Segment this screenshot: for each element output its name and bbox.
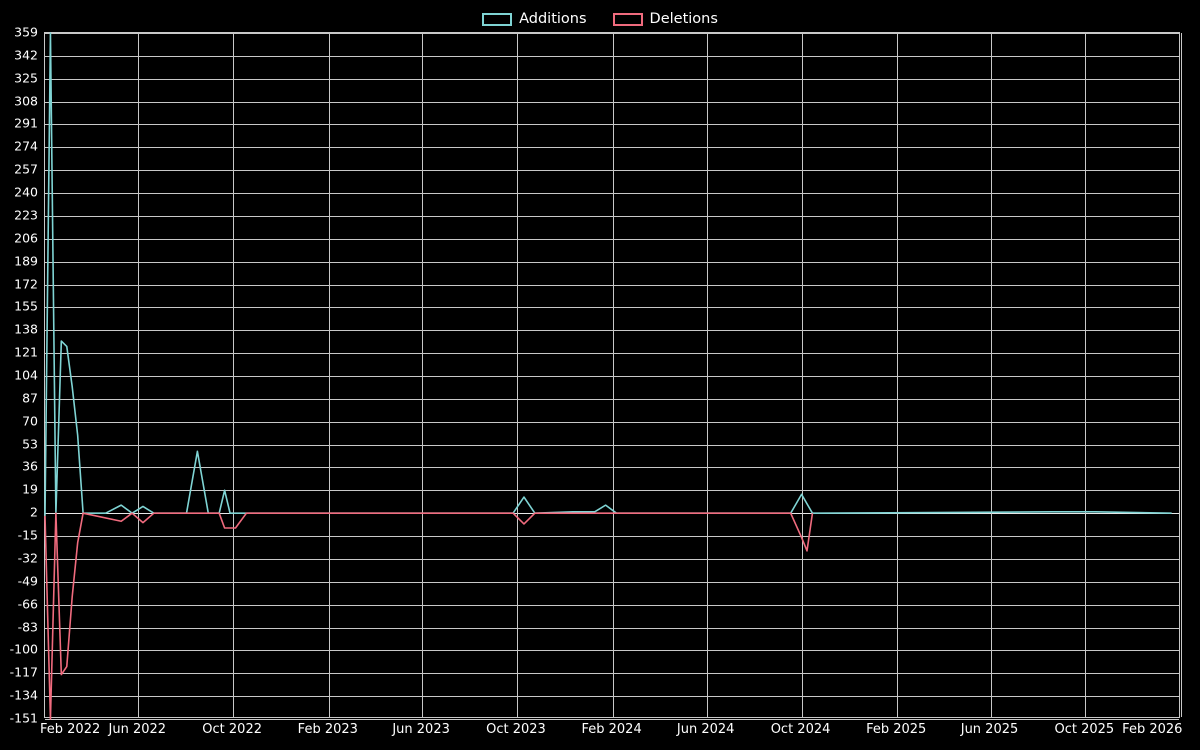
y-axis-tick-label: 53 [22, 436, 38, 452]
legend-item-additions[interactable] [482, 12, 586, 27]
x-axis-tick-label: Oct 2023 [486, 722, 546, 737]
y-axis-tick-label: 36 [22, 458, 38, 474]
y-axis-tick-label: 359 [14, 24, 38, 40]
x-axis-tick-label: Jun 2022 [108, 722, 167, 737]
y-axis-tick-label: 206 [14, 230, 38, 246]
y-axis-tick-label: -117 [9, 664, 38, 680]
series-line-deletions [45, 513, 812, 719]
y-axis-tick-label: 155 [14, 298, 38, 314]
y-axis-tick-label: -15 [17, 527, 38, 543]
y-axis-tick-label: -134 [9, 687, 38, 703]
x-axis-tick-label: Jun 2023 [392, 722, 450, 737]
y-axis-tick-label: -32 [17, 550, 38, 566]
y-axis-tick-label: 240 [14, 184, 38, 200]
y-axis-tick-label: 325 [14, 70, 38, 86]
x-axis-tick-label: Oct 2022 [202, 722, 263, 737]
y-axis-tick-label: 2 [30, 504, 38, 520]
y-axis-tick-label: -66 [17, 596, 38, 612]
x-axis-tick-label: Jun 2025 [960, 722, 1019, 737]
x-axis-tick-label: Feb 2023 [297, 722, 358, 737]
y-axis-tick-label: 19 [22, 481, 38, 497]
y-axis-tick-label: 291 [14, 115, 38, 131]
legend-swatch-additions-icon [482, 13, 512, 26]
x-axis-tick-label: Oct 2024 [770, 722, 831, 737]
y-axis-tick-label: 274 [14, 138, 38, 154]
y-axis-tick-label: 257 [14, 161, 38, 177]
y-axis-tick-label: 342 [14, 47, 38, 63]
series-line-additions [45, 33, 1172, 516]
y-axis-tick-label: -100 [9, 641, 38, 657]
y-axis-tick-label: 172 [14, 276, 38, 292]
y-axis-tick-label: 223 [14, 207, 38, 223]
x-axis-tick-label: Feb 2022 [40, 722, 101, 737]
x-axis-tick-label: Jun 2024 [676, 722, 735, 737]
y-axis-tick-label: 189 [14, 253, 38, 269]
y-axis-tick-label: -151 [9, 710, 38, 726]
legend-label-additions: Additions [519, 10, 587, 27]
legend-swatch-deletions-icon [613, 13, 643, 26]
x-axis-tick-label: Feb 2025 [866, 722, 927, 737]
chart-legend [0, 8, 1200, 30]
x-axis-tick-label: Oct 2025 [1054, 722, 1115, 737]
gridline-vertical [1181, 33, 1182, 717]
y-axis-tick-label: 87 [22, 390, 38, 406]
legend-item-deletions[interactable] [613, 12, 718, 27]
plot-area [44, 32, 1180, 718]
series-lines [45, 33, 1181, 719]
y-axis-tick-label: -49 [17, 573, 38, 589]
y-axis-tick-label: -83 [17, 619, 38, 635]
y-axis-tick-label: 104 [14, 367, 38, 383]
y-axis-tick-label: 121 [14, 344, 38, 360]
x-axis-tick-label: Feb 2026 [1122, 722, 1183, 737]
y-axis-tick-label: 138 [14, 321, 38, 337]
x-axis-tick-label: Feb 2024 [581, 722, 642, 737]
y-axis-tick-label: 308 [14, 93, 38, 109]
gridline-horizontal [45, 719, 1179, 720]
legend-label-deletions: Deletions [649, 10, 718, 27]
y-axis-tick-label: 70 [22, 413, 38, 429]
